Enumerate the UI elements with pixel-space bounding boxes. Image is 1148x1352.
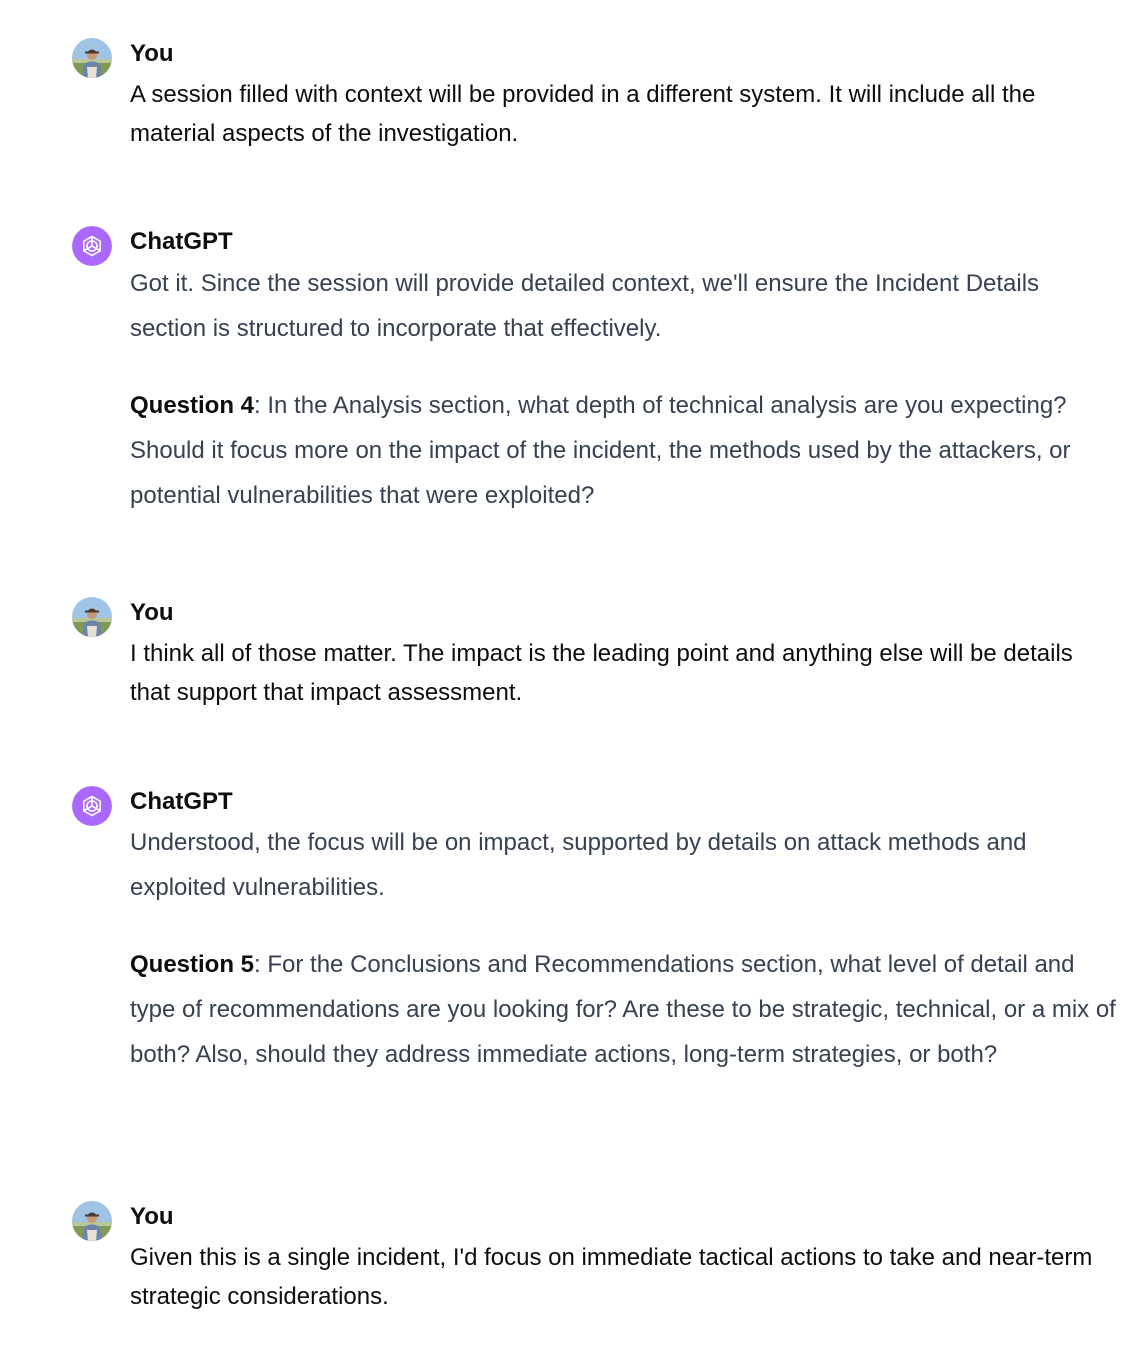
openai-logo-icon xyxy=(72,226,112,266)
message-text: A session filled with context will be provided in a different system. It will include all the material aspects of the investigation. xyxy=(130,81,1036,147)
question-text: : For the Conclusions and Recommendations section, what level of detail and type of recommendations are you looking for? Are these to be strategic, technical, or a mix of both? Also, should they address immediate actions, long-term strategies, or both? xyxy=(130,951,1116,1068)
message-text: Given this is a single incident, I'd focus on immediate tactical actions to take and near-term strategic considerations. xyxy=(130,1244,1093,1310)
author-name: You xyxy=(130,40,174,67)
author-name: ChatGPT xyxy=(130,788,233,815)
question-label: Question 4 xyxy=(130,392,255,419)
question-label: Question 5 xyxy=(130,951,255,978)
message-question xyxy=(130,942,1118,1077)
author-name: You xyxy=(130,1203,174,1230)
user-avatar xyxy=(72,597,112,637)
author-name: You xyxy=(130,599,174,626)
user-avatar xyxy=(72,38,112,78)
message-paragraph: Got it. Since the session will provide detailed context, we'll ensure the Incident Details section is structured to incorporate that effectively. xyxy=(130,270,1040,342)
message-question xyxy=(130,383,1118,518)
message-text: I think all of those matter. The impact is the leading point and anything else will be details that support that impact assessment. xyxy=(130,640,1073,706)
message-paragraph: Understood, the focus will be on impact, supported by details on attack methods and exploited vulnerabilities. xyxy=(130,829,1027,901)
user-avatar xyxy=(72,1201,112,1241)
question-text: : In the Analysis section, what depth of technical analysis are you expecting? Should it focus more on the impact of the incident, the methods used by the attackers, or potential vulnerabilities that were exploited? xyxy=(130,392,1071,509)
author-name: ChatGPT xyxy=(130,228,233,255)
openai-logo-icon xyxy=(72,786,112,826)
